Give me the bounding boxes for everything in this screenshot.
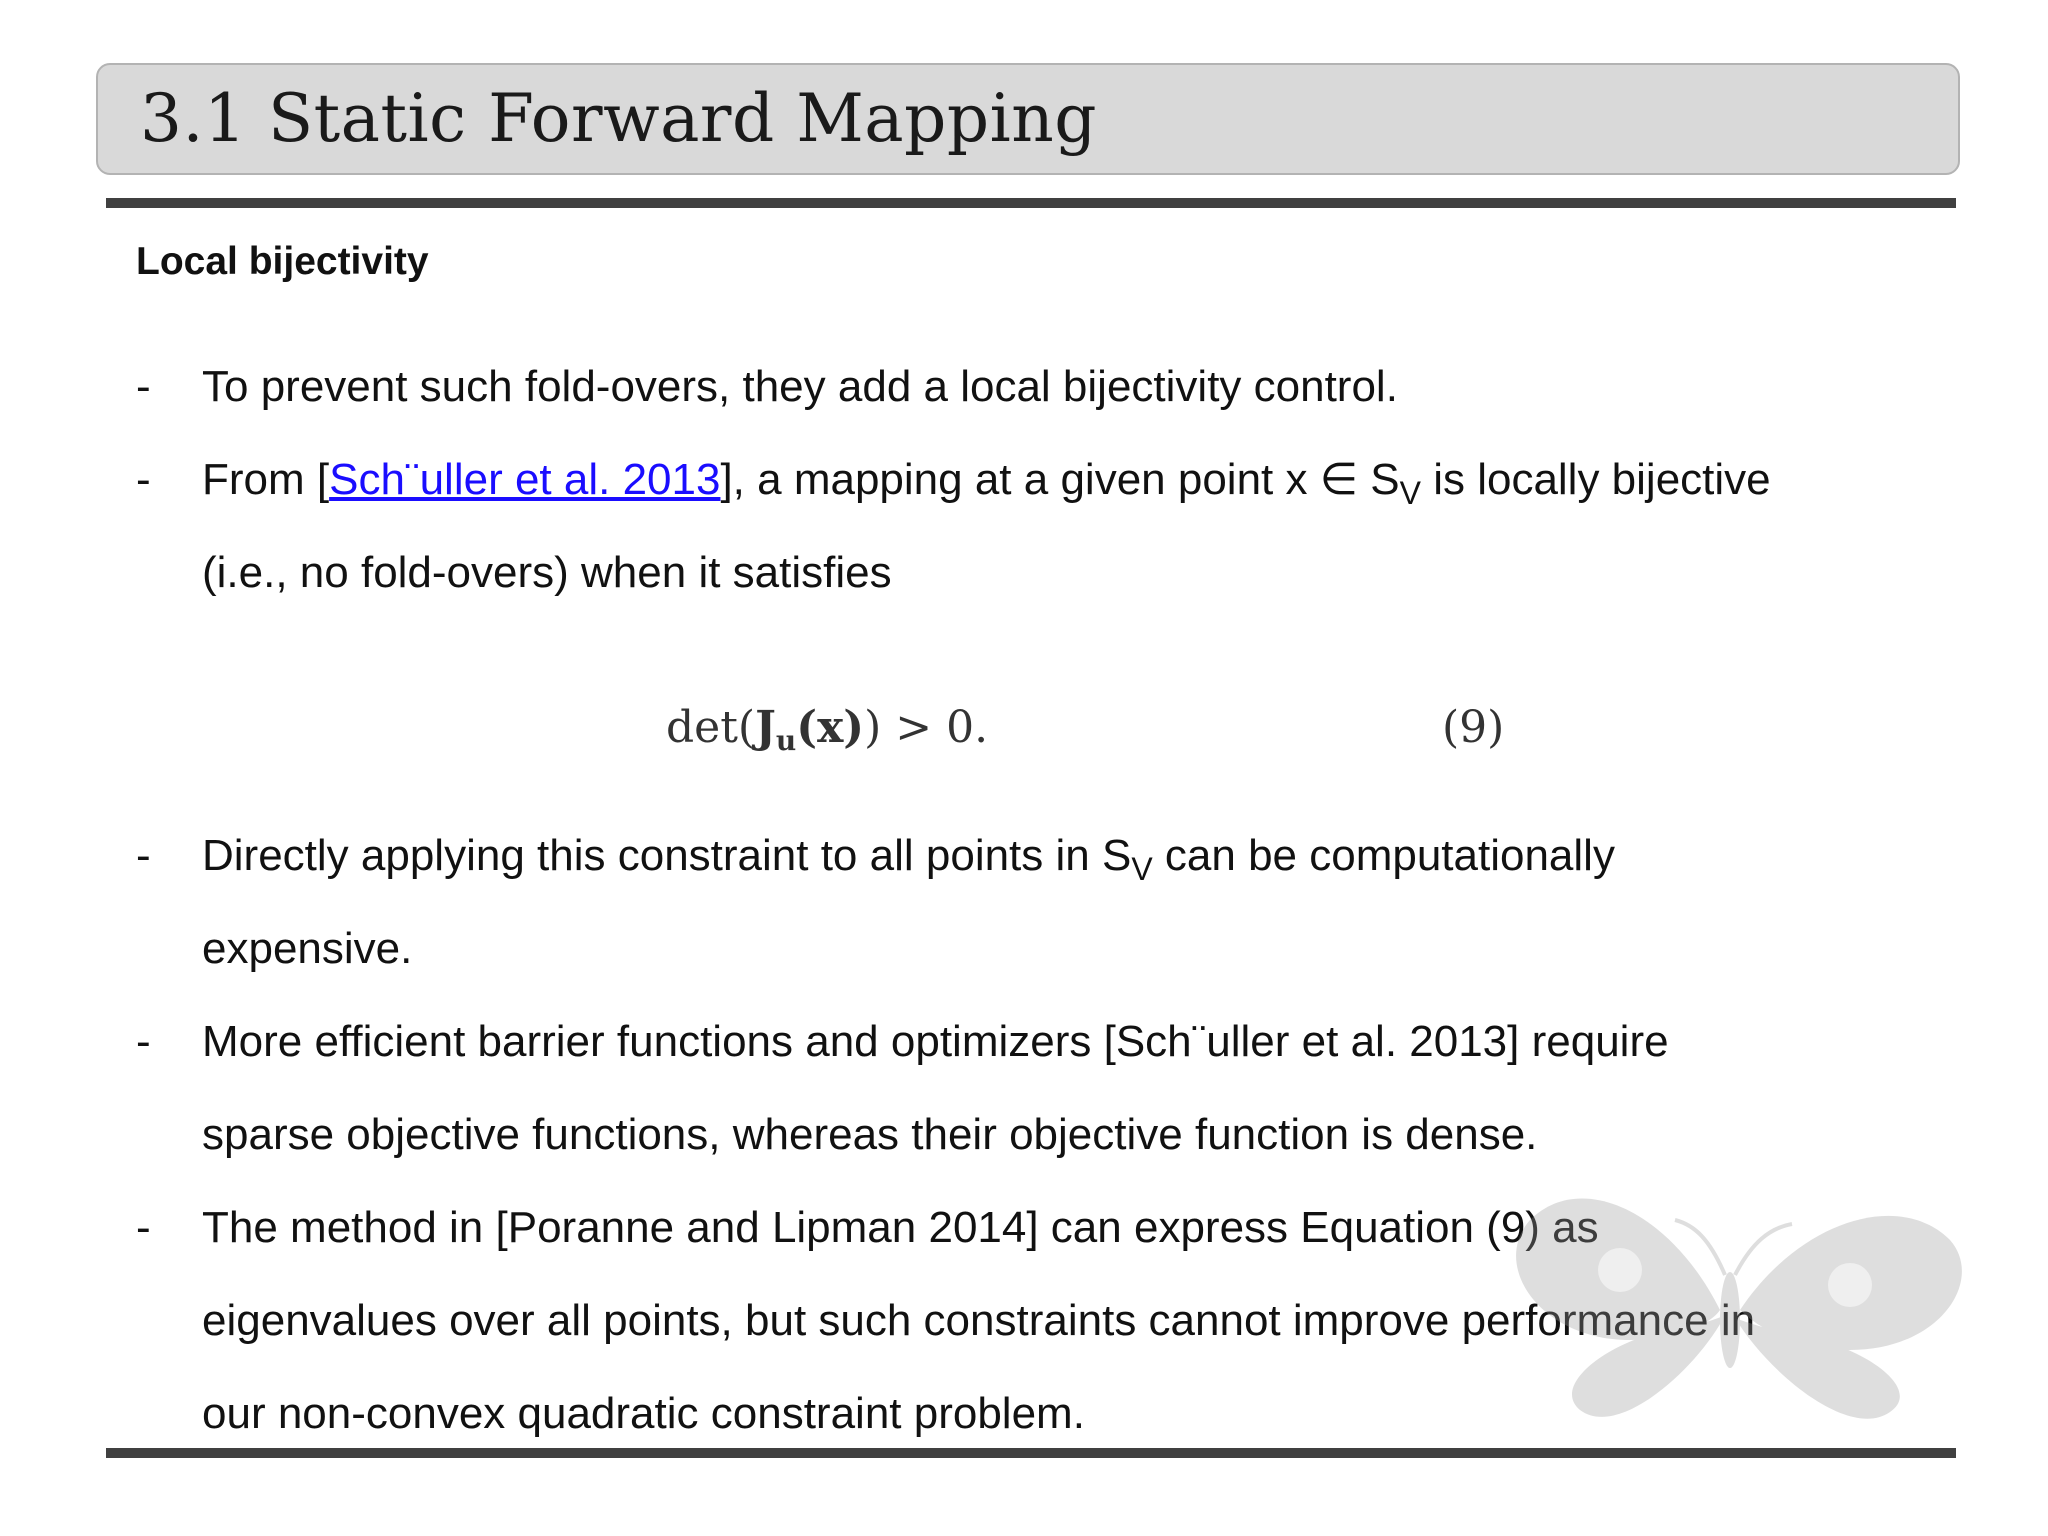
bullet-item [136, 340, 1916, 433]
slide-title: 3.1 Static Forward Mapping [140, 80, 1097, 157]
top-divider [106, 198, 1956, 208]
citation-link[interactable]: Sch¨uller et al. 2013 [329, 455, 721, 504]
bottom-divider [106, 1448, 1956, 1458]
equation-number: (9) [1442, 702, 1505, 753]
bullet-item [136, 433, 1916, 619]
bullet-marker: - [136, 455, 151, 504]
equation-9 [136, 619, 1916, 809]
subscript-v: V [1399, 475, 1421, 511]
section-subtitle: Local bijectivity [136, 240, 429, 283]
bullet-line: sparse objective functions, whereas their objective function is dense. [202, 1110, 1538, 1159]
subscript-v: V [1131, 851, 1153, 887]
bullet-line [202, 433, 1916, 526]
bullet-line: (i.e., no fold-overs) when it satisfies [202, 548, 892, 597]
bullet-line [202, 809, 1916, 902]
bullet-text: is locally bijective [1420, 455, 1771, 504]
bullet-line: The method in [Poranne and Lipman 2014] can express Equation (9) as [202, 1203, 1599, 1252]
bullet-marker: - [136, 831, 151, 880]
bullet-text: From [ [202, 455, 330, 504]
bullet-text: can be computationally [1152, 831, 1615, 880]
bullet-text: Directly applying this constraint to all points in S [202, 831, 1132, 880]
bullet-item [136, 809, 1916, 995]
bullet-line: eigenvalues over all points, but such constraints cannot improve performance in [202, 1296, 1756, 1345]
bullet-line: More efficient barrier functions and optimizers [Sch¨uller et al. 2013] require [202, 1017, 1669, 1066]
bullet-marker: - [136, 362, 151, 411]
bullet-line: expensive. [202, 924, 413, 973]
bullet-text: ], a mapping at a given point x ∈ S [720, 455, 1400, 504]
bullet-marker: - [136, 1017, 151, 1066]
moth-watermark-icon [1470, 1150, 1990, 1450]
equation-expression: $\det(J_u(x)) > 0$. [666, 702, 989, 757]
title-bar [96, 63, 1960, 175]
bullet-line: our non-convex quadratic constraint problem. [202, 1389, 1085, 1438]
bullet-marker: - [136, 1203, 151, 1252]
bullet-text: To prevent such fold-overs, they add a local bijectivity control. [202, 362, 1398, 411]
